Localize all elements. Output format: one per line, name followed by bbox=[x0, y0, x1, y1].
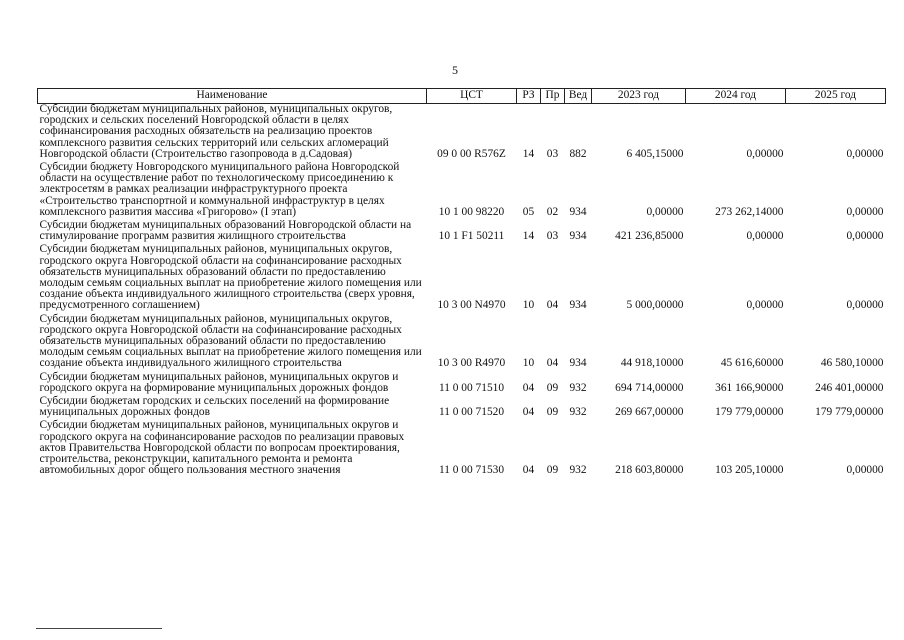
row-rz: 04 bbox=[522, 406, 535, 419]
row-2024: 0,00000 bbox=[746, 230, 784, 243]
page-number: 5 bbox=[452, 63, 458, 77]
row-2024: 0,00000 bbox=[746, 299, 784, 312]
row-rz: 04 bbox=[522, 381, 535, 394]
row-2024: 103 205,10000 bbox=[715, 464, 784, 477]
row-name: Субсидии бюджетам муниципальных районов, муниципальных округов, городского округа Новгородской области на софинансирование расходных обязательств муниципальных образований области по предоставлению молодым семьям социальных выплат на приобретение жилого помещения или создание объекта индивидуального жилищного строительства (сверх уровня, предусмотренного соглашением) bbox=[39, 243, 422, 312]
row-name: Субсидии бюджетам муниципальных районов, муниципальных округов и городского округа на формирование муниципальных дорожных фондов bbox=[39, 370, 399, 394]
table-row bbox=[38, 104, 886, 163]
table-row bbox=[38, 162, 886, 220]
row-2025: 0,00000 bbox=[846, 147, 884, 160]
row-2024: 361 166,90000 bbox=[715, 381, 784, 394]
row-2023: 421 236,85000 bbox=[615, 230, 684, 243]
table-header-row bbox=[38, 89, 886, 104]
row-2025: 0,00000 bbox=[846, 230, 884, 243]
row-2023: 44 918,10000 bbox=[620, 357, 684, 370]
row-ved: 934 bbox=[569, 230, 587, 243]
row-rz: 14 bbox=[522, 147, 535, 160]
table-row bbox=[38, 244, 886, 313]
row-ved: 932 bbox=[569, 406, 587, 419]
header-ved: Вед bbox=[565, 89, 592, 104]
row-2025: 0,00000 bbox=[846, 464, 884, 477]
row-2023: 694 714,00000 bbox=[615, 381, 684, 394]
row-cst: 09 0 00 R576Z bbox=[437, 147, 506, 160]
header-rz: РЗ bbox=[517, 89, 541, 104]
header-2024: 2024 год bbox=[686, 89, 786, 104]
row-rz: 14 bbox=[522, 230, 535, 243]
table-row bbox=[38, 372, 886, 396]
row-pr: 09 bbox=[546, 464, 559, 477]
row-pr: 03 bbox=[546, 147, 559, 160]
row-2025: 46 580,10000 bbox=[820, 357, 884, 370]
row-cst: 10 1 F1 50211 bbox=[438, 230, 505, 243]
row-cst: 10 1 00 98220 bbox=[438, 205, 505, 218]
row-cst: 10 3 00 N4970 bbox=[437, 299, 506, 312]
footnote-divider bbox=[36, 628, 162, 629]
row-ved: 934 bbox=[569, 299, 587, 312]
row-2025: 179 779,00000 bbox=[815, 406, 884, 419]
row-2023: 269 667,00000 bbox=[615, 406, 684, 419]
row-rz: 10 bbox=[522, 299, 535, 312]
row-2025: 0,00000 bbox=[846, 299, 884, 312]
row-2023: 218 603,80000 bbox=[615, 464, 684, 477]
row-2025: 246 401,00000 bbox=[815, 381, 884, 394]
row-2024: 0,00000 bbox=[746, 147, 784, 160]
row-pr: 04 bbox=[546, 357, 559, 370]
header-pr: Пр bbox=[541, 89, 565, 104]
header-2023: 2023 год bbox=[592, 89, 686, 104]
header-name: Наименование bbox=[38, 89, 427, 104]
row-pr: 09 bbox=[546, 406, 559, 419]
row-rz: 05 bbox=[522, 205, 535, 218]
row-cst: 11 0 00 71520 bbox=[438, 406, 505, 419]
row-ved: 932 bbox=[569, 464, 587, 477]
row-pr: 03 bbox=[546, 230, 559, 243]
table-row bbox=[38, 314, 886, 372]
row-cst: 10 3 00 R4970 bbox=[437, 357, 506, 370]
row-2024: 45 616,60000 bbox=[720, 357, 784, 370]
row-ved: 882 bbox=[569, 147, 587, 160]
header-cst: ЦСТ bbox=[427, 89, 517, 104]
row-2023: 5 000,00000 bbox=[626, 299, 684, 312]
row-name: Субсидии бюджетам городских и сельских поселений на формирование муниципальных дорожных фондов bbox=[39, 395, 390, 419]
row-rz: 04 bbox=[522, 464, 535, 477]
row-name: Субсидии бюджетам муниципальных районов, муниципальных округов, городских и сельских поселений Новгородской области в целях софинансирования расходных обязательств на реализацию проектов комплексного развития сельских территорий или сельских агломераций Новгородской области (Строительство газопровода в д.Садовая) bbox=[39, 103, 393, 160]
row-name: Субсидии бюджетам муниципальных районов, муниципальных округов и городского округа на софинансирование расходов по реализации правовых актов Правительства Новгородской области по вопросам проектирования, строительства, реконструкции, капитального ремонта и ремонта автомобильных дорог общего пользования местного значения bbox=[39, 419, 405, 477]
row-rz: 10 bbox=[522, 357, 535, 370]
row-2023: 6 405,15000 bbox=[626, 147, 684, 160]
row-2023: 0,00000 bbox=[646, 205, 684, 218]
row-2025: 0,00000 bbox=[846, 205, 884, 218]
row-pr: 09 bbox=[546, 381, 559, 394]
row-pr: 02 bbox=[546, 205, 559, 218]
row-pr: 04 bbox=[546, 299, 559, 312]
row-ved: 932 bbox=[569, 381, 587, 394]
row-name: Субсидии бюджетам муниципальных образований Новгородской области на стимулирование программ развития жилищного строительства bbox=[39, 219, 412, 243]
table-row bbox=[38, 220, 886, 244]
header-2025: 2025 год bbox=[786, 89, 886, 104]
table-row bbox=[38, 420, 886, 478]
row-cst: 11 0 00 71530 bbox=[438, 464, 505, 477]
table-row bbox=[38, 396, 886, 420]
row-ved: 934 bbox=[569, 205, 587, 218]
row-cst: 11 0 00 71510 bbox=[438, 381, 505, 394]
budget-table bbox=[37, 88, 886, 479]
row-2024: 179 779,00000 bbox=[715, 406, 784, 419]
row-2024: 273 262,14000 bbox=[715, 205, 784, 218]
row-ved: 934 bbox=[569, 357, 587, 370]
row-name: Субсидии бюджетам муниципальных районов, муниципальных округов, городского округа Новгородской области на софинансирование расходных обязательств муниципальных образований области по предоставлению молодым семьям социальных выплат на приобретение жилого помещения или создание объекта индивидуального жилищного строительства bbox=[39, 312, 422, 370]
row-name: Субсидии бюджету Новгородского муниципального района Новгородской области на осуществление работ по технологическому присоединению к электросетям в рамках реализации инфраструктурного проекта «Строительство транспортной и коммунальной инфраструктур в целях комплексного развития массива «Григорово» (I этап) bbox=[39, 161, 400, 218]
